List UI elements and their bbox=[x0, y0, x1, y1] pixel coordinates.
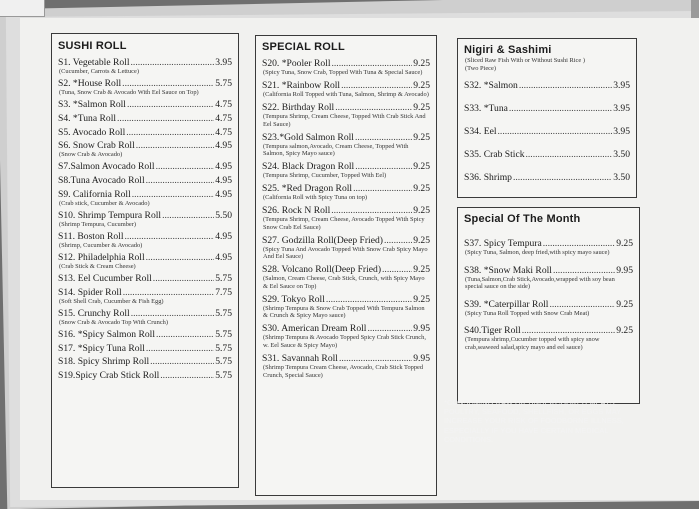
dot-leader bbox=[543, 238, 615, 249]
item-description: (Soft Shell Crab, Cucumber & Fish Egg) bbox=[59, 297, 164, 305]
background-page-corner bbox=[0, 0, 45, 17]
menu-item-row bbox=[58, 140, 232, 151]
item-price: 9.95 bbox=[413, 352, 430, 364]
menu-item bbox=[464, 126, 630, 137]
special-month-title: Special Of The Month bbox=[464, 213, 581, 225]
menu-item bbox=[464, 265, 633, 291]
menu-item bbox=[58, 252, 232, 271]
dot-leader bbox=[335, 102, 412, 113]
item-price: 4.75 bbox=[215, 99, 232, 111]
menu-item-row bbox=[262, 132, 430, 143]
item-price: 5.75 bbox=[215, 370, 232, 382]
item-name: S40.Tiger Roll bbox=[464, 325, 521, 337]
item-name: S8.Tuna Avocado Roll bbox=[58, 174, 145, 186]
item-description: (California Roll Topped with Tuna, Salmon, Shrimp & Avocado) bbox=[263, 90, 429, 98]
menu-item-row bbox=[464, 149, 630, 160]
menu-item bbox=[464, 172, 630, 183]
item-description: (Tuna, Snow Crab & Avocado With Eel Sauce on Top) bbox=[59, 89, 199, 97]
item-name: S20. *Pooler Roll bbox=[262, 58, 331, 69]
item-price: 9.95 bbox=[413, 323, 430, 335]
menu-item bbox=[262, 323, 430, 349]
menu-item bbox=[58, 127, 232, 138]
item-description: (Snow Crab & Avocado Top With Crunch) bbox=[59, 319, 168, 327]
item-name: S33. *Tuna bbox=[464, 103, 508, 115]
item-name: S31. Savannah Roll bbox=[262, 352, 338, 364]
item-description: (Spicy Tuna, Salmon, deep fried,with spicy mayo sauce) bbox=[465, 249, 610, 256]
dot-leader bbox=[156, 161, 215, 172]
item-name: S13. Eel Cucumber Roll bbox=[58, 273, 152, 285]
item-name: S32. *Salmon bbox=[464, 80, 518, 92]
menu-item bbox=[58, 356, 232, 367]
item-description: (Snow Crab & Avocado) bbox=[59, 151, 123, 159]
menu-item-row bbox=[58, 175, 232, 186]
item-name: S1. Vegetable Roll bbox=[58, 57, 130, 68]
dot-leader bbox=[126, 127, 214, 138]
item-name: S34. Eel bbox=[464, 126, 497, 138]
item-name: S9. California Roll bbox=[58, 188, 131, 200]
menu-item bbox=[464, 149, 630, 160]
dot-leader bbox=[156, 329, 214, 340]
item-price: 9.25 bbox=[413, 205, 430, 217]
menu-item-row bbox=[262, 183, 430, 194]
nigiri-subtitle: (Sliced Raw Fish With or Without Sushi Rice ) (Two Piece) bbox=[465, 57, 585, 72]
menu-item bbox=[58, 273, 232, 284]
item-description: (Spicy Tuna And Avocado Topped With Snow Crab Spicy Mayo And Eel Sauce) bbox=[263, 245, 428, 261]
menu-item-row bbox=[262, 161, 430, 172]
menu-item-row bbox=[262, 80, 430, 91]
item-name: S35. Crab Stick bbox=[464, 149, 525, 161]
special-roll-title: SPECIAL ROLL bbox=[262, 41, 345, 53]
menu-item-row bbox=[58, 231, 232, 242]
consumer-advisory: *CONSUMING RAW OR UNDERCOOKED MEATS, POULTRY, SEAFOOD, SHELLFISH, OR EGGS MAY INCREASE YOUR RISK OF FOODBORNE ILLNESS, ESPECIALLY IF YOU HAVE CERTAIN MEDICAL CONDITIONS. bbox=[444, 398, 625, 444]
item-description: (Crab Stick & Cream Cheese) bbox=[59, 263, 136, 271]
item-price: 9.95 bbox=[616, 264, 633, 276]
item-description: (Crab stick, Cucumber & Avocado) bbox=[59, 199, 150, 207]
menu-item bbox=[58, 175, 232, 186]
menu-item-row bbox=[464, 238, 633, 249]
menu-item-row bbox=[58, 252, 232, 263]
item-name: S16. *Spicy Salmon Roll bbox=[58, 329, 156, 341]
item-price: 9.25 bbox=[413, 161, 430, 173]
menu-item bbox=[58, 329, 232, 340]
menu-item-row bbox=[262, 58, 430, 69]
menu-item-row bbox=[58, 356, 232, 367]
item-price: 9.25 bbox=[413, 183, 430, 195]
item-name: S3. *Salmon Roll bbox=[58, 99, 126, 111]
item-name: S4. *Tuna Roll bbox=[58, 112, 117, 124]
menu-item-row bbox=[464, 103, 630, 114]
menu-item bbox=[464, 325, 633, 351]
menu-item bbox=[262, 80, 430, 99]
menu-item bbox=[262, 264, 430, 290]
menu-item bbox=[58, 99, 232, 110]
item-name: S6. Snow Crab Roll bbox=[58, 140, 135, 152]
item-name: S2. *House Roll bbox=[58, 78, 122, 90]
dot-leader bbox=[146, 252, 215, 263]
item-price: 4.95 bbox=[215, 174, 232, 186]
menu-item bbox=[58, 210, 232, 229]
menu-item bbox=[262, 58, 430, 77]
item-name: S19.Spicy Crab Stick Roll bbox=[58, 370, 160, 382]
item-name: S15. Crunchy Roll bbox=[58, 308, 130, 320]
item-name: S17. *Spicy Tuna Roll bbox=[58, 342, 145, 354]
menu-item-row bbox=[464, 299, 633, 310]
item-description: (Cucumber, Carrots & Lettuce) bbox=[59, 68, 139, 75]
nigiri-sashimi-section bbox=[457, 38, 637, 198]
menu-item bbox=[262, 353, 430, 379]
menu-item bbox=[58, 57, 232, 76]
menu-item bbox=[464, 299, 633, 318]
menu-item-row bbox=[58, 308, 232, 319]
menu-item-row bbox=[58, 78, 232, 89]
menu-item-row bbox=[58, 127, 232, 138]
menu-item bbox=[262, 132, 430, 158]
item-price: 5.75 bbox=[215, 308, 232, 320]
item-name: S36. Shrimp bbox=[464, 172, 512, 184]
item-price: 3.95 bbox=[215, 57, 232, 68]
item-name: S24. Black Dragon Roll bbox=[262, 161, 355, 173]
dot-leader bbox=[122, 78, 214, 89]
dot-leader bbox=[117, 113, 214, 124]
menu-item bbox=[262, 161, 430, 180]
menu-item-row bbox=[262, 323, 430, 334]
dot-leader bbox=[522, 325, 616, 336]
item-price: 3.50 bbox=[613, 149, 630, 161]
menu-item-row bbox=[464, 325, 633, 336]
item-description: (California Roll with Spicy Tuna on top) bbox=[263, 194, 368, 202]
menu-item-row bbox=[58, 210, 232, 221]
dot-leader bbox=[127, 99, 214, 110]
menu-item-row bbox=[58, 329, 232, 340]
item-name: S22. Birthday Roll bbox=[262, 101, 335, 113]
item-name: S5. Avocado Roll bbox=[58, 126, 126, 138]
dot-leader bbox=[549, 299, 615, 310]
dot-leader bbox=[332, 58, 413, 69]
menu-item-row bbox=[464, 126, 630, 137]
dot-leader bbox=[160, 370, 214, 381]
dot-leader bbox=[326, 294, 412, 305]
nigiri-list bbox=[464, 80, 630, 183]
item-description: (Salmon, Cream Cheese, Crab Stick, Crunch, with Spicy Mayo & Eel Sauce on Top) bbox=[263, 275, 425, 290]
item-description: (Spicy Tuna, Snow Crab, Topped With Tuna & Special Sauce) bbox=[263, 69, 423, 76]
item-name: S37. Spicy Tempura bbox=[464, 238, 542, 249]
item-price: 9.25 bbox=[413, 264, 430, 276]
menu-item-row bbox=[262, 102, 430, 113]
item-name: S14. Spider Roll bbox=[58, 286, 122, 298]
item-price: 3.95 bbox=[613, 126, 630, 138]
item-description: (Tempura Shrimp, Cream Cheese, Avocado Topped With Spicy Snow Crab Eel Sauce) bbox=[263, 216, 425, 231]
menu-item-row bbox=[262, 353, 430, 364]
menu-item-row bbox=[464, 265, 633, 276]
menu-item bbox=[464, 238, 633, 257]
menu-item-row bbox=[58, 113, 232, 124]
item-description: (Shrimp Tempura & Avocado Topped Spicy Crab Stick Crunch, w. Eel Sauce & Spicy Mayo) bbox=[263, 334, 426, 349]
item-price: 5.75 bbox=[215, 329, 232, 341]
item-name: S12. Philadelphia Roll bbox=[58, 252, 145, 264]
item-description: (Tempura Shrimp, Cucumber, Topped With Eel) bbox=[263, 172, 387, 180]
menu-item-row bbox=[58, 273, 232, 284]
menu-item bbox=[262, 183, 430, 202]
item-description: (Shrimp Tempura Cream Cheese, Avocado, Crab Stick Topped Crunch, Special Sauce) bbox=[263, 363, 424, 379]
item-price: 5.50 bbox=[215, 209, 232, 221]
dot-leader bbox=[353, 183, 412, 194]
dot-leader bbox=[498, 126, 613, 137]
sushi-roll-list bbox=[58, 57, 232, 381]
menu-item bbox=[262, 205, 430, 231]
dot-leader bbox=[132, 189, 214, 200]
menu-item-row bbox=[262, 294, 430, 305]
dot-leader bbox=[339, 353, 412, 364]
menu-item bbox=[58, 287, 232, 306]
dot-leader bbox=[131, 57, 215, 68]
item-price: 9.25 bbox=[616, 298, 633, 310]
dot-leader bbox=[509, 103, 612, 114]
item-price: 9.25 bbox=[413, 79, 430, 91]
item-name: S27. Godzilla Roll(Deep Fried) bbox=[262, 234, 383, 246]
menu-item bbox=[464, 103, 630, 114]
item-price: 3.95 bbox=[613, 103, 630, 115]
item-description: (Tempura shrimp,Cucumber topped with spicy snow crab,seaweed salad,spicy mayo and eel sauce) bbox=[465, 336, 600, 351]
menu-item bbox=[58, 189, 232, 208]
menu-item-row bbox=[464, 172, 630, 183]
menu-item bbox=[58, 370, 232, 381]
item-price: 9.25 bbox=[413, 293, 430, 305]
item-name: S21. *Rainbow Roll bbox=[262, 79, 341, 91]
menu-item-row bbox=[58, 189, 232, 200]
item-name: S38. *Snow Maki Roll bbox=[464, 264, 552, 276]
menu-item-row bbox=[58, 161, 232, 172]
dot-leader bbox=[355, 161, 412, 172]
item-price: 9.25 bbox=[616, 325, 633, 337]
item-price: 4.75 bbox=[215, 112, 232, 124]
nigiri-title: Nigiri & Sashimi bbox=[464, 44, 552, 56]
menu-item bbox=[464, 80, 630, 91]
item-name: S26. Rock N Roll bbox=[262, 205, 331, 217]
dot-leader bbox=[146, 175, 215, 186]
item-name: S18. Spicy Shrimp Roll bbox=[58, 356, 150, 368]
item-name: S39. *Caterpillar Roll bbox=[464, 298, 549, 310]
item-price: 4.95 bbox=[215, 188, 232, 200]
menu-item bbox=[58, 140, 232, 159]
menu-item bbox=[58, 308, 232, 327]
item-name: S29. Tokyo Roll bbox=[262, 293, 325, 305]
special-of-month-section bbox=[457, 207, 640, 404]
menu-item-row bbox=[262, 205, 430, 216]
menu-item bbox=[58, 78, 232, 97]
item-description: (Tempura Shrimp, Cream Cheese, Topped With Crab Stick And Eel Sauce) bbox=[263, 112, 426, 128]
special-roll-list bbox=[262, 58, 430, 379]
dot-leader bbox=[136, 140, 214, 151]
item-name: S11. Boston Roll bbox=[58, 230, 124, 242]
item-price: 5.75 bbox=[215, 356, 232, 368]
item-price: 9.25 bbox=[413, 58, 430, 69]
item-price: 4.95 bbox=[215, 252, 232, 264]
item-price: 4.95 bbox=[215, 230, 232, 242]
menu-item bbox=[262, 294, 430, 320]
dot-leader bbox=[355, 132, 412, 143]
item-name: S25. *Red Dragon Roll bbox=[262, 183, 353, 195]
item-price: 4.95 bbox=[215, 140, 232, 152]
menu-item-row bbox=[262, 235, 430, 246]
item-price: 5.75 bbox=[215, 273, 232, 285]
dot-leader bbox=[553, 265, 615, 276]
item-price: 3.95 bbox=[613, 80, 630, 92]
item-price: 5.75 bbox=[215, 78, 232, 90]
item-name: S28. Volcano Roll(Deep Fried) bbox=[262, 264, 382, 276]
dot-leader bbox=[382, 264, 412, 275]
dot-leader bbox=[123, 287, 215, 298]
menu-item bbox=[58, 161, 232, 172]
item-price: 4.95 bbox=[215, 161, 232, 173]
item-price: 5.75 bbox=[215, 342, 232, 354]
dot-leader bbox=[150, 356, 214, 367]
menu-item bbox=[262, 235, 430, 261]
item-price: 9.25 bbox=[413, 131, 430, 143]
item-price: 9.25 bbox=[413, 101, 430, 113]
menu-item-row bbox=[464, 80, 630, 91]
menu-item-row bbox=[58, 99, 232, 110]
special-month-list bbox=[464, 238, 633, 352]
dot-leader bbox=[146, 343, 214, 354]
special-roll-section bbox=[255, 35, 437, 496]
dot-leader bbox=[331, 205, 412, 216]
item-price: 4.75 bbox=[215, 126, 232, 138]
item-description: (Tempura salmon,Avocado, Cream Cheese, Topped With Salmon, Spicy Mayo sauce) bbox=[263, 142, 409, 158]
item-description: (Shrimp Tempura & Snow Crab Topped With Tempura Salmon & Crunch & Spicy Mayo sauce) bbox=[263, 304, 425, 320]
dot-leader bbox=[384, 235, 412, 246]
item-price: 7.75 bbox=[215, 286, 232, 298]
item-description: (Spicy Tuna Roll Topped with Snow Crab Meat) bbox=[465, 309, 590, 317]
dot-leader bbox=[341, 80, 412, 91]
item-price: 9.25 bbox=[616, 238, 633, 249]
dot-leader bbox=[513, 172, 612, 183]
dot-leader bbox=[162, 210, 214, 221]
item-price: 3.50 bbox=[613, 172, 630, 184]
menu-item-row bbox=[58, 57, 232, 68]
menu-item bbox=[58, 113, 232, 124]
menu-item bbox=[262, 102, 430, 128]
item-price: 9.25 bbox=[413, 234, 430, 246]
item-description: (Tuna,Salmon,Crab Stick,Avocado,wrapped with soy bean special sauce on the side) bbox=[465, 275, 615, 291]
menu-item-row bbox=[262, 264, 430, 275]
menu-item bbox=[58, 231, 232, 250]
item-description: (Shrimp Tempura, Cucumber) bbox=[59, 220, 136, 228]
menu-item-row bbox=[58, 343, 232, 354]
dot-leader bbox=[526, 149, 613, 160]
menu-item-row bbox=[58, 370, 232, 381]
item-name: S23.*Gold Salmon Roll bbox=[262, 131, 354, 143]
dot-leader bbox=[131, 308, 215, 319]
dot-leader bbox=[124, 231, 214, 242]
dot-leader bbox=[519, 80, 612, 91]
dot-leader bbox=[367, 323, 412, 334]
menu-item-row bbox=[58, 287, 232, 298]
sushi-roll-section bbox=[51, 33, 239, 488]
item-description: (Shrimp, Cucumber & Avocado) bbox=[59, 241, 143, 249]
item-name: S10. Shrimp Tempura Roll bbox=[58, 209, 162, 221]
dot-leader bbox=[153, 273, 214, 284]
sushi-roll-title: SUSHI ROLL bbox=[58, 40, 127, 52]
item-name: S30. American Dream Roll bbox=[262, 323, 367, 335]
item-name: S7.Salmon Avocado Roll bbox=[58, 161, 155, 173]
menu-item bbox=[58, 343, 232, 354]
